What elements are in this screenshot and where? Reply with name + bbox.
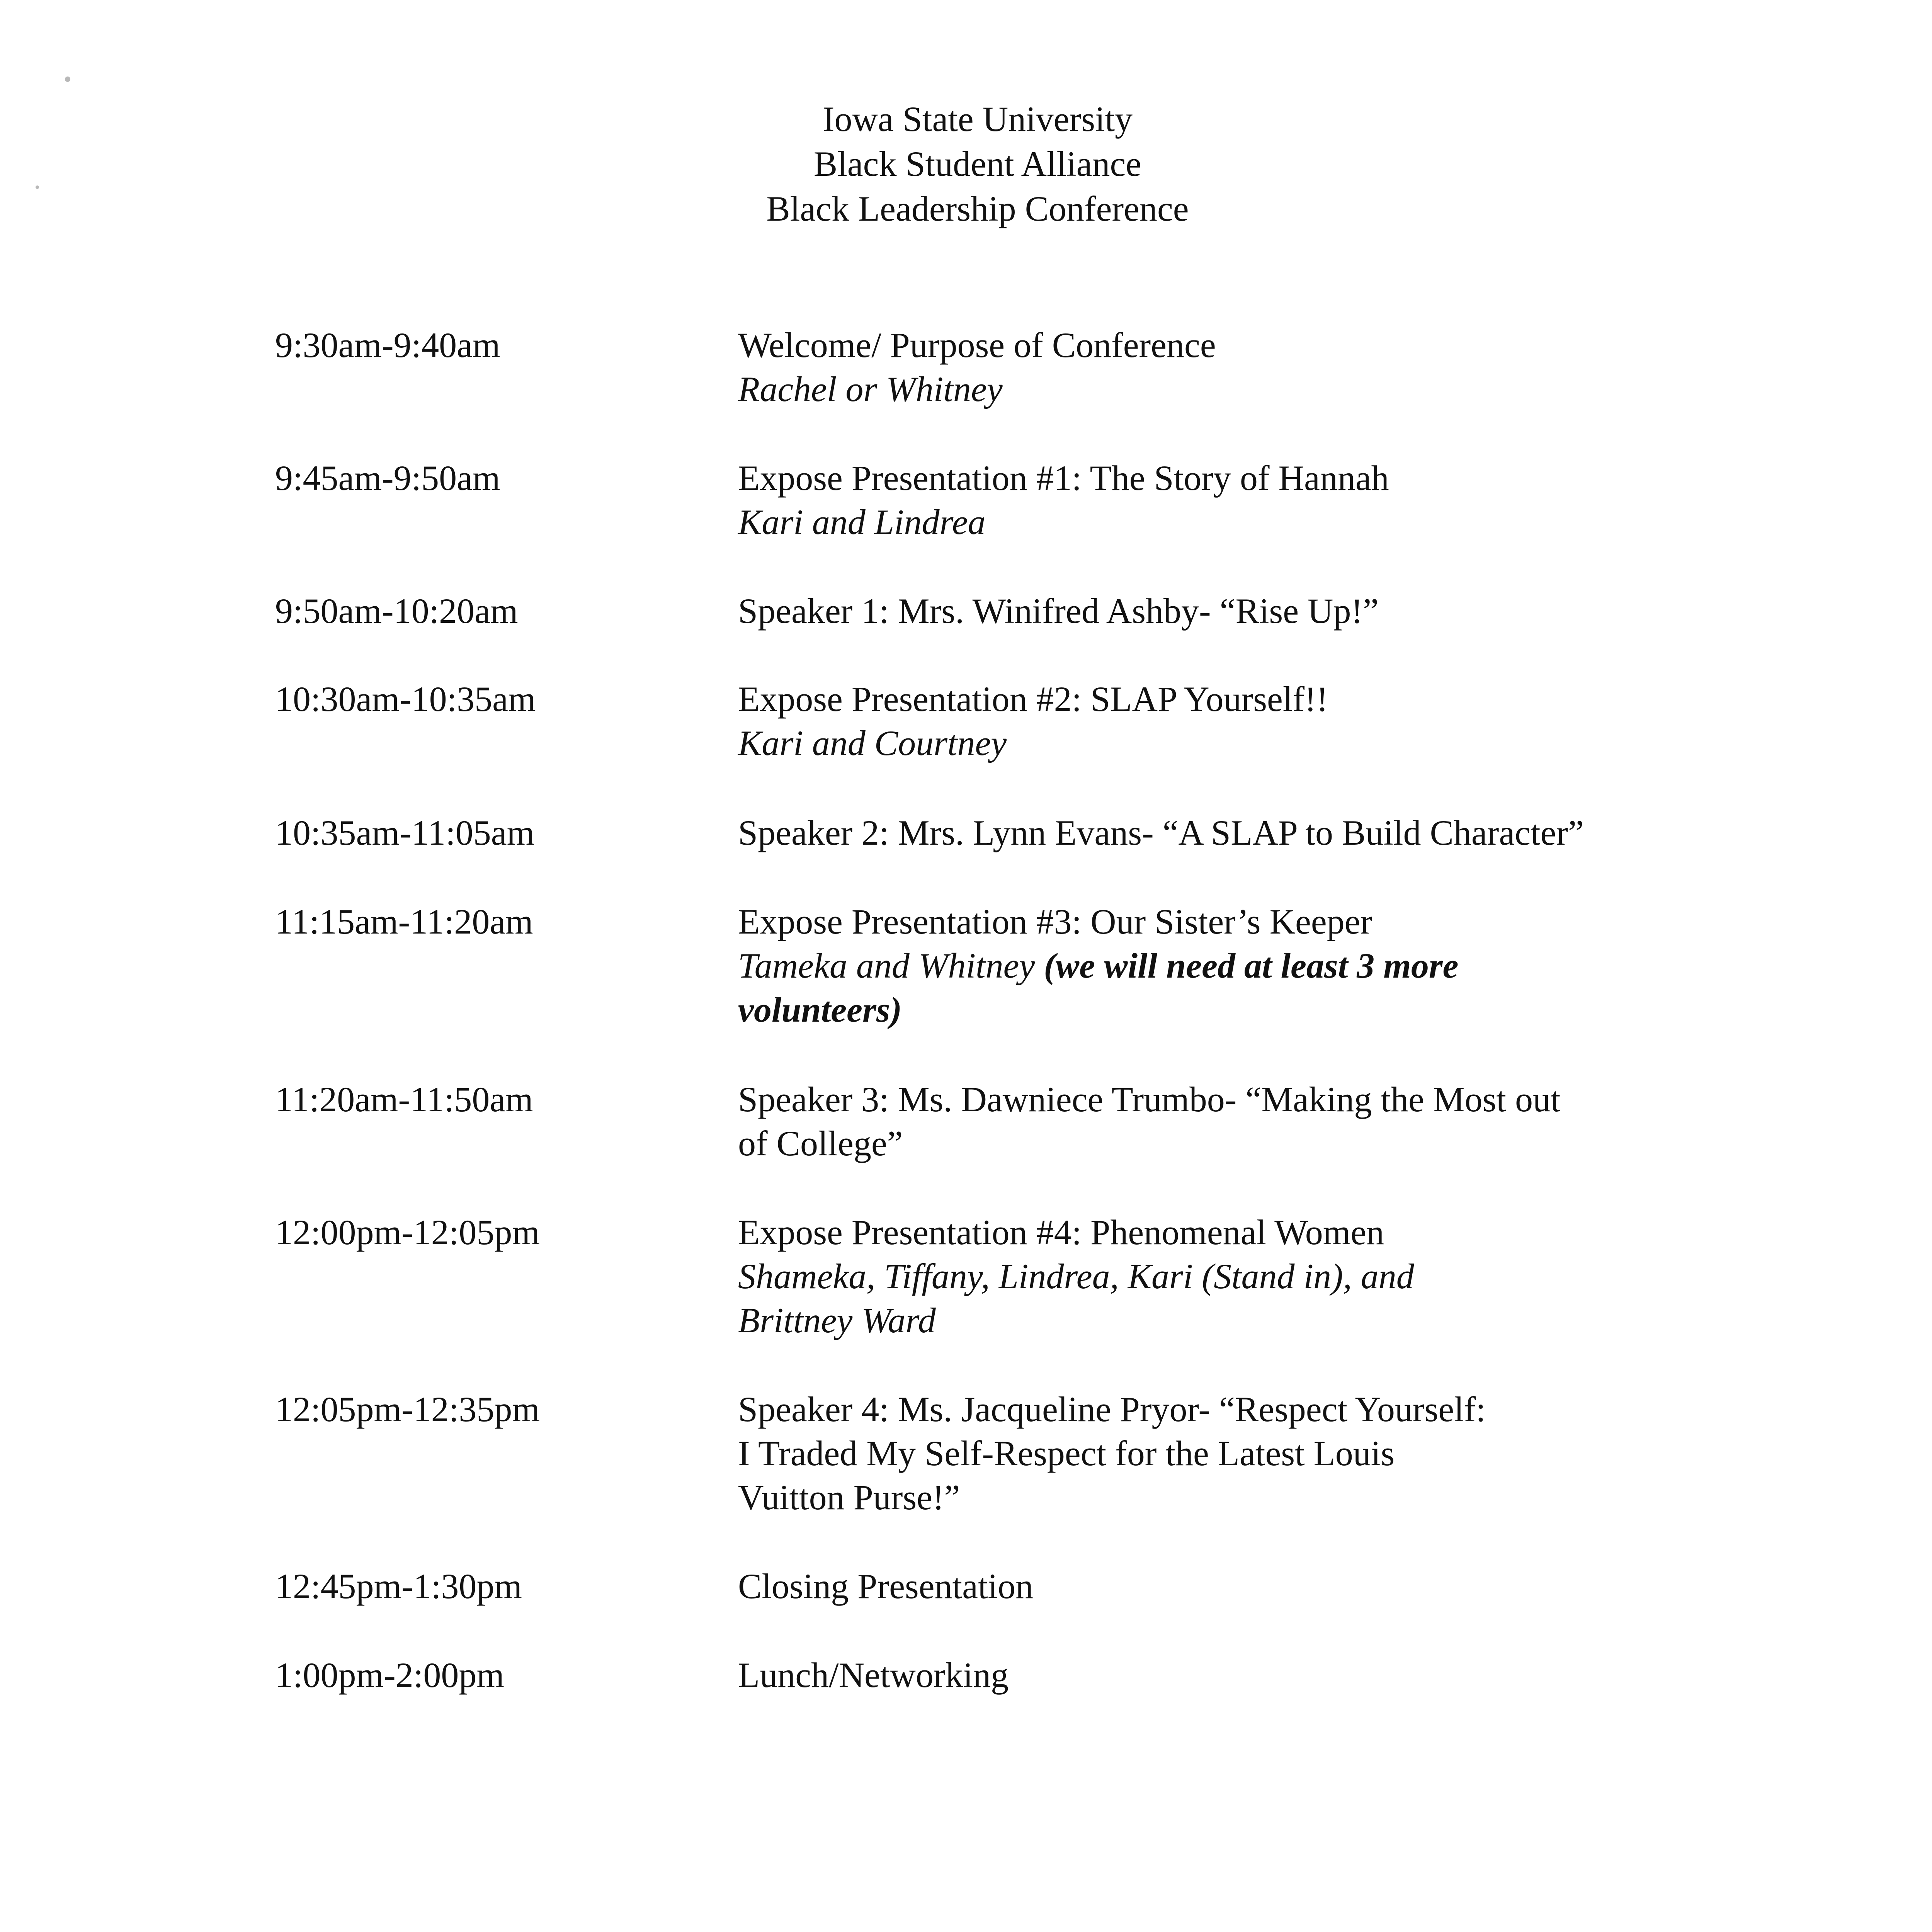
event-presenters-continued: Brittney Ward	[738, 1301, 936, 1340]
conference-name: Black Leadership Conference	[766, 189, 1189, 228]
event-title: Lunch/Networking	[738, 1655, 1009, 1695]
schedule-time: 9:45am-9:50am	[275, 458, 500, 498]
schedule-event	[738, 1564, 1704, 1608]
event-title: Closing Presentation	[738, 1566, 1034, 1606]
schedule-time: 11:15am-11:20am	[275, 902, 533, 941]
schedule-event	[738, 589, 1704, 633]
event-title: Speaker 2: Mrs. Lynn Evans- “A SLAP to Build Character”	[738, 813, 1584, 852]
organization-name: Black Student Alliance	[813, 144, 1142, 184]
schedule-time: 12:05pm-12:35pm	[275, 1389, 540, 1429]
schedule-event	[738, 677, 1704, 765]
event-presenters: Shameka, Tiffany, Lindrea, Kari (Stand in), and	[738, 1257, 1414, 1296]
schedule-event	[738, 811, 1704, 855]
presenter-names: Tameka and Whitney	[738, 946, 1035, 985]
schedule-event	[738, 1077, 1704, 1165]
event-presenters	[738, 944, 1704, 988]
event-presenters: Rachel or Whitney	[738, 369, 1003, 409]
schedule-time: 10:35am-11:05am	[275, 813, 535, 852]
schedule-time: 12:00pm-12:05pm	[275, 1213, 540, 1252]
event-note-continued	[738, 988, 1704, 1032]
scan-speck	[65, 77, 70, 82]
event-title: Speaker 3: Ms. Dawniece Trumbo- “Making the Most out	[738, 1080, 1561, 1119]
schedule-event	[738, 900, 1704, 1032]
university-name: Iowa State University	[822, 99, 1133, 139]
event-presenters: Kari and Courtney	[738, 723, 1007, 763]
schedule-event	[738, 1387, 1704, 1519]
event-title: Expose Presentation #3: Our Sister’s Keeper	[738, 902, 1372, 941]
event-title: Expose Presentation #1: The Story of Hannah	[738, 458, 1389, 498]
schedule-time: 9:30am-9:40am	[275, 325, 500, 365]
volunteer-note-end: volunteers)	[738, 990, 902, 1029]
event-title-continued: of College”	[738, 1124, 903, 1163]
event-title-continued: I Traded My Self-Respect for the Latest Louis	[738, 1434, 1395, 1473]
schedule-event	[738, 1210, 1704, 1342]
schedule-event	[738, 1653, 1704, 1697]
schedule-event	[738, 456, 1704, 544]
schedule-event	[738, 323, 1704, 411]
schedule-time: 10:30am-10:35am	[275, 679, 536, 719]
event-title: Speaker 4: Ms. Jacqueline Pryor- “Respect Yourself:	[738, 1389, 1486, 1429]
volunteer-note: (we will need at least 3 more	[1044, 946, 1459, 985]
event-title: Welcome/ Purpose of Conference	[738, 325, 1216, 365]
event-title-continued: Vuitton Purse!”	[738, 1478, 960, 1517]
event-presenters: Kari and Lindrea	[738, 502, 986, 542]
document-header	[0, 97, 1932, 231]
event-title: Expose Presentation #2: SLAP Yourself!!	[738, 679, 1328, 719]
event-title: Expose Presentation #4: Phenomenal Women	[738, 1213, 1384, 1252]
schedule-time: 11:20am-11:50am	[275, 1080, 533, 1119]
event-title: Speaker 1: Mrs. Winifred Ashby- “Rise Up!”	[738, 591, 1379, 631]
schedule-time: 12:45pm-1:30pm	[275, 1566, 522, 1606]
schedule-time: 1:00pm-2:00pm	[275, 1655, 504, 1695]
schedule-time: 9:50am-10:20am	[275, 591, 518, 631]
